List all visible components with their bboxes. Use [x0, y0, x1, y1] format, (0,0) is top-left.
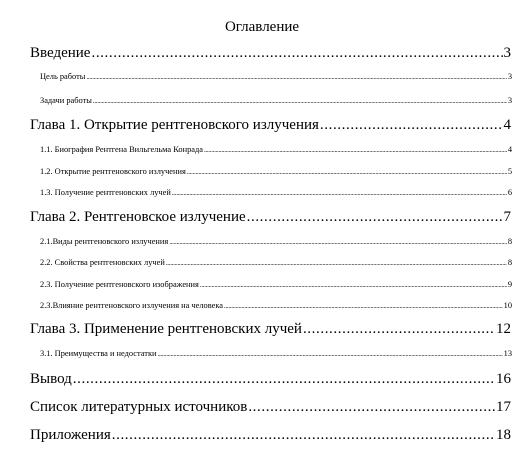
toc-entry-label: 3.1. Преимущества и недостатки	[40, 349, 157, 358]
toc-entry-page: 13	[503, 349, 512, 358]
toc-entry-chapter-2[interactable]	[30, 208, 511, 226]
toc-title: Оглавление	[224, 19, 300, 35]
toc-entry-label: 2.3. Получение рентгеновского изображения	[40, 280, 199, 289]
toc-entry-1-1[interactable]	[40, 144, 512, 156]
toc-entry-tasks[interactable]	[40, 95, 512, 107]
toc-entry-page: 17	[496, 399, 511, 415]
toc-entry-2-3-effects[interactable]	[40, 300, 512, 312]
toc-entry-page: 4	[507, 145, 512, 154]
toc-entry-1-2[interactable]	[40, 166, 512, 178]
toc-entry-label: 1.3. Получение рентгеновских лучей	[40, 188, 171, 197]
toc-dot-leader	[93, 96, 507, 107]
toc-entry-page: 8	[507, 237, 512, 246]
toc-entry-page: 7	[503, 209, 511, 225]
toc-entry-1-3[interactable]	[40, 187, 512, 199]
toc-dot-leader	[303, 320, 495, 338]
toc-entry-conclusion[interactable]	[30, 370, 511, 388]
toc-entry-label: Вывод	[30, 371, 72, 387]
toc-entry-label: 1.2. Открытие рентгеновского излучения	[40, 167, 186, 176]
toc-dot-leader	[247, 208, 503, 226]
toc-entry-page: 6	[507, 188, 512, 197]
toc-entry-label: Задачи работы	[40, 96, 92, 105]
toc-dot-leader	[169, 237, 507, 248]
toc-dot-leader	[204, 145, 507, 156]
toc-entry-chapter-3[interactable]	[30, 320, 511, 338]
toc-dot-leader	[91, 44, 502, 62]
toc-entry-label: Глава 1. Открытие рентгеновского излучения	[30, 117, 319, 133]
toc-dot-leader	[73, 370, 495, 388]
toc-entry-page: 4	[503, 117, 511, 133]
toc-entry-page: 12	[496, 321, 511, 337]
toc-dot-leader	[200, 280, 507, 291]
toc-dot-leader	[248, 398, 495, 416]
toc-entry-label: Цель работы	[40, 72, 86, 81]
toc-entry-goal[interactable]	[40, 71, 512, 83]
toc-dot-leader	[166, 258, 507, 269]
toc-entry-label: Введение	[30, 45, 91, 61]
toc-entry-appendices[interactable]	[30, 426, 511, 444]
toc-entry-label: 1.1. Биография Рентгена Вильгельма Конрада	[40, 145, 203, 154]
toc-entry-2-3[interactable]	[40, 279, 512, 291]
toc-entry-3-1[interactable]	[40, 348, 512, 360]
toc-entry-references[interactable]	[30, 398, 511, 416]
toc-dot-leader	[224, 301, 503, 312]
toc-entry-2-2[interactable]	[40, 257, 512, 269]
toc-entry-label: Приложения	[30, 427, 111, 443]
toc-entry-page: 5	[507, 167, 512, 176]
toc-dot-leader	[320, 116, 503, 134]
toc-entry-page: 3	[507, 72, 512, 81]
toc-entry-label: Глава 2. Рентгеновское излучение	[30, 209, 246, 225]
toc-dot-leader	[158, 349, 503, 360]
toc-dot-leader	[172, 188, 507, 199]
toc-dot-leader	[86, 72, 506, 83]
toc-entry-introduction[interactable]	[30, 44, 511, 62]
toc-entry-page: 3	[507, 96, 512, 105]
toc-entry-chapter-1[interactable]	[30, 116, 511, 134]
toc-entry-page: 10	[503, 301, 512, 310]
toc-entry-2-1[interactable]	[40, 236, 512, 248]
toc-entry-label: 2.2. Свойства рентгеновских лучей	[40, 258, 165, 267]
toc-entry-label: 2.3.Влияние рентгеновского излучения на человека	[40, 301, 224, 310]
toc-entry-page: 18	[496, 427, 511, 443]
toc-entry-label: Список литературных источников	[30, 399, 248, 415]
toc-dot-leader	[112, 426, 495, 444]
toc-entry-page: 8	[507, 258, 512, 267]
toc-entry-page: 3	[503, 45, 511, 61]
toc-entry-label: Глава 3. Применение рентгеновских лучей	[30, 321, 302, 337]
toc-entry-page: 9	[507, 280, 512, 289]
toc-dot-leader	[187, 167, 507, 178]
toc-entry-page: 16	[496, 371, 511, 387]
toc-entry-label: 2.1.Виды рентгеновского излучения	[40, 237, 169, 246]
